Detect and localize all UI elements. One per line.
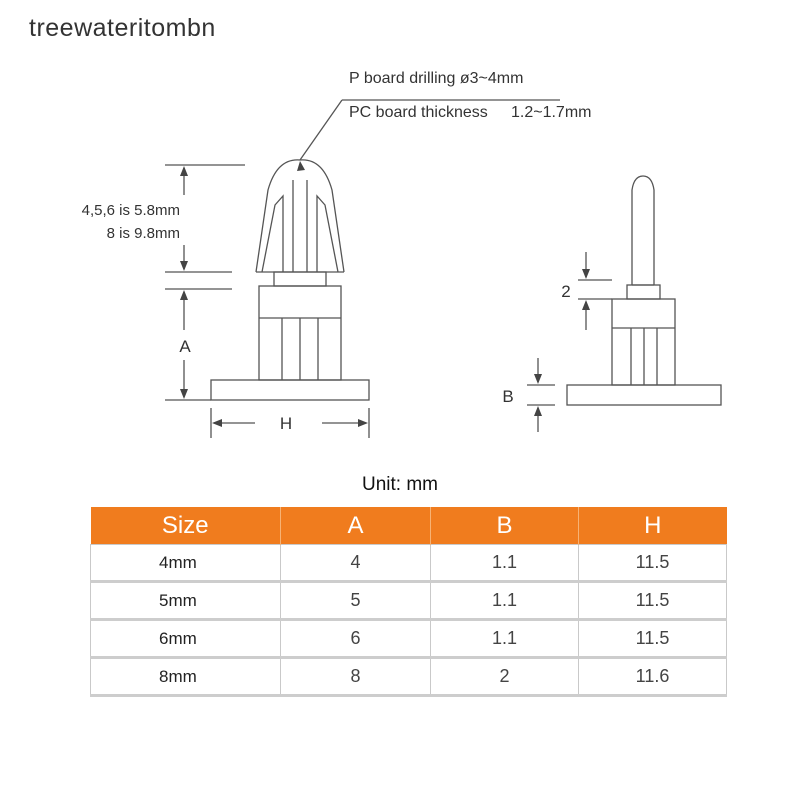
brand-watermark: treewateritombn (29, 14, 216, 42)
table-row (91, 582, 727, 620)
thickness-note-label: PC board thickness (349, 104, 488, 121)
cell-size: 6mm (91, 620, 281, 658)
cell-h: 11.5 (579, 545, 727, 582)
cell-h: 11.6 (579, 658, 727, 696)
table-header-row (91, 507, 727, 545)
cell-b: 1.1 (431, 545, 579, 582)
header-h: H (579, 507, 727, 545)
cell-a: 5 (281, 582, 431, 620)
tip-height-note-2: 8 is 9.8mm (106, 225, 180, 242)
tip-height-note-1: 4,5,6 is 5.8mm (81, 202, 180, 219)
cell-a: 6 (281, 620, 431, 658)
table-row (91, 620, 727, 658)
cell-b: 1.1 (431, 582, 579, 620)
cell-h: 11.5 (579, 620, 727, 658)
drilling-note: P board drilling ø3~4mm (349, 70, 524, 87)
dimension-b-label: B (502, 387, 514, 406)
cell-size: 5mm (91, 582, 281, 620)
header-b: B (431, 507, 579, 545)
cell-a: 8 (281, 658, 431, 696)
dimension-h-label: H (279, 414, 293, 433)
right-standoff-drawing (567, 176, 721, 405)
dimension-a-label: A (179, 337, 191, 356)
size-spec-table (90, 507, 727, 697)
dimension-2-label: 2 (561, 282, 571, 301)
thickness-note-value: 1.2~1.7mm (511, 104, 592, 121)
arrowheads (180, 161, 590, 427)
table-row (91, 658, 727, 696)
cell-a: 4 (281, 545, 431, 582)
header-a: A (281, 507, 431, 545)
cell-size: 4mm (91, 545, 281, 582)
unit-label: Unit: mm (362, 474, 438, 495)
cell-b: 1.1 (431, 620, 579, 658)
table-row (91, 545, 727, 582)
header-size: Size (91, 507, 281, 545)
left-dimension-lines (165, 100, 560, 438)
left-standoff-drawing (211, 160, 369, 400)
cell-size: 8mm (91, 658, 281, 696)
cell-h: 11.5 (579, 582, 727, 620)
cell-b: 2 (431, 658, 579, 696)
